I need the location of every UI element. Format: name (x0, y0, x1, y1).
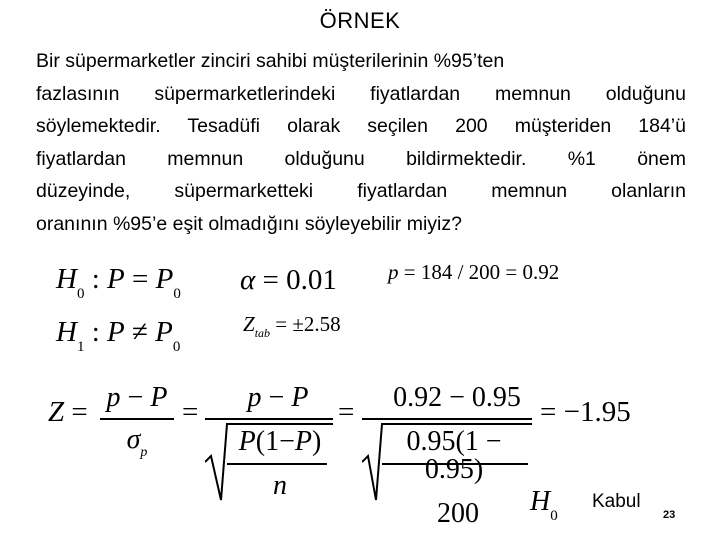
z-result: = −1.95 (540, 396, 631, 428)
significance-level: α = 0.01 (240, 264, 337, 296)
problem-paragraph (36, 45, 686, 240)
paragraph-line: düzeyinde, süpermarketteki fiyatlardan memnun olanların (36, 180, 686, 202)
fraction-symbolic: p − P P(1−P) n (205, 384, 333, 500)
equals-sign: = (182, 396, 199, 428)
null-hypothesis: $H_0$ : $P = P_0$ (56, 263, 181, 302)
z-label: Z = (48, 396, 88, 428)
alternative-hypothesis: $H_1$ : $P \ne P_0$ (56, 316, 181, 355)
paragraph-line: Bir süpermarketler zinciri sahibi müşterilerinin %95’ten (36, 50, 505, 72)
paragraph-line: fazlasının süpermarketlerindeki fiyatlardan memnun olduğunu (36, 82, 686, 105)
conclusion-decision: Kabul (592, 491, 641, 512)
sample-proportion: p = 184 / 200 = 0.92 (388, 260, 560, 284)
critical-value: $Z_{tab} = \pm 2.58$ (243, 312, 341, 340)
paragraph-line: söylemektedir. Tesadüfi olarak seçilen 200 müşteriden 184’ü (36, 115, 686, 137)
fraction-numeric: 0.92 − 0.95 0.95(1 − 0.95) 200 (362, 384, 532, 528)
conclusion-hypothesis: $H_0$ (530, 486, 558, 524)
paragraph-line: fiyatlardan memnun olduğunu bildirmektedir. %1 önem (36, 147, 686, 170)
equals-sign: = (338, 396, 355, 428)
page-number: 23 (663, 509, 676, 521)
slide-title: ÖRNEK (319, 8, 401, 33)
fraction-standard: p − P $\sigma_p$ (100, 384, 174, 454)
paragraph-line: oranının %95’e eşit olmadığını söyleyebilir miyiz? (36, 212, 462, 235)
